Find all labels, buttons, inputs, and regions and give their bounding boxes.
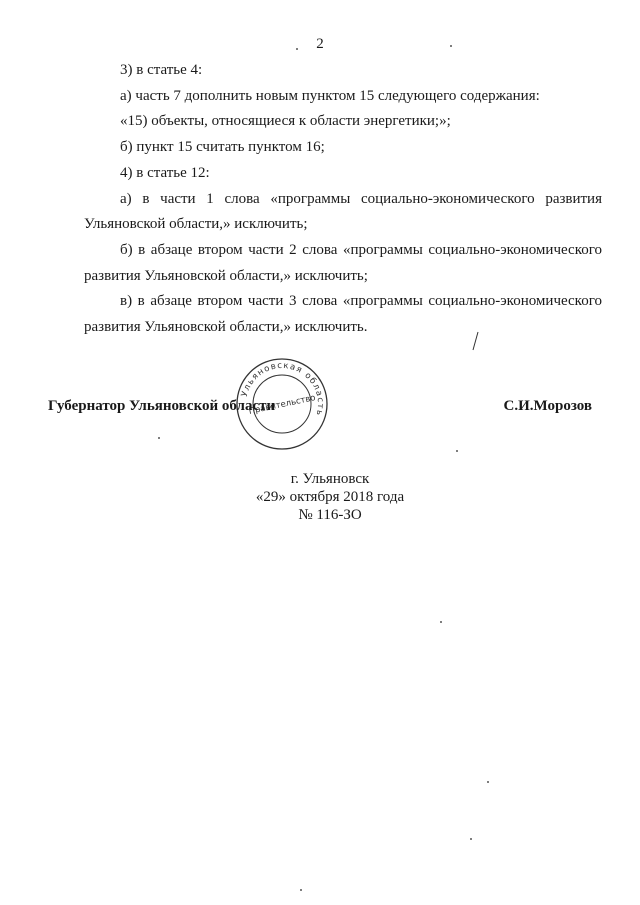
page-number: 2 [316, 36, 324, 52]
pen-stroke-mark [470, 330, 482, 352]
law-number-line: № 116-ЗО [298, 507, 362, 523]
date-line: «29» октября 2018 года [255, 489, 405, 505]
scan-speck [158, 437, 160, 439]
paragraph-4b: б) пункт 15 считать пунктом 16; [120, 139, 325, 156]
seal-center-text: Правительство [247, 393, 317, 417]
scan-speck [470, 838, 472, 840]
city-line: г. Ульяновск [290, 471, 370, 487]
scan-speck [450, 45, 452, 47]
signatory-name: С.И.Морозов [503, 398, 592, 414]
paragraph-12c: в) в абзаце втором части 3 слова «программы социально-экономического развития Ульяновской области,» исключить. [84, 293, 602, 336]
signatory-position: Губернатор Ульяновской области [48, 398, 276, 414]
place-date-block [180, 470, 480, 524]
paragraph-article-12: 4) в статье 12: [120, 164, 210, 181]
paragraph-12b: б) в абзаце втором части 2 слова «программы социально-экономического развития Ульяновской области,» исключить; [84, 241, 602, 284]
paragraph-article-4: 3) в статье 4: [120, 62, 203, 78]
document-body [84, 58, 602, 341]
paragraph-4a: а) часть 7 дополнить новым пунктом 15 следующего содержания: [120, 87, 540, 104]
scan-speck [300, 889, 302, 891]
seal-ring-text: Ульяновская область [239, 360, 326, 418]
scan-speck [440, 621, 442, 623]
paragraph-12a: а) в части 1 слова «программы социально-экономического развития Ульяновской области,» исключить; [84, 190, 602, 233]
scan-speck [456, 450, 458, 452]
paragraph-item-15: «15) объекты, относящиеся к области энергетики;»; [120, 113, 451, 130]
scan-speck [487, 781, 489, 783]
scan-speck [296, 48, 298, 50]
